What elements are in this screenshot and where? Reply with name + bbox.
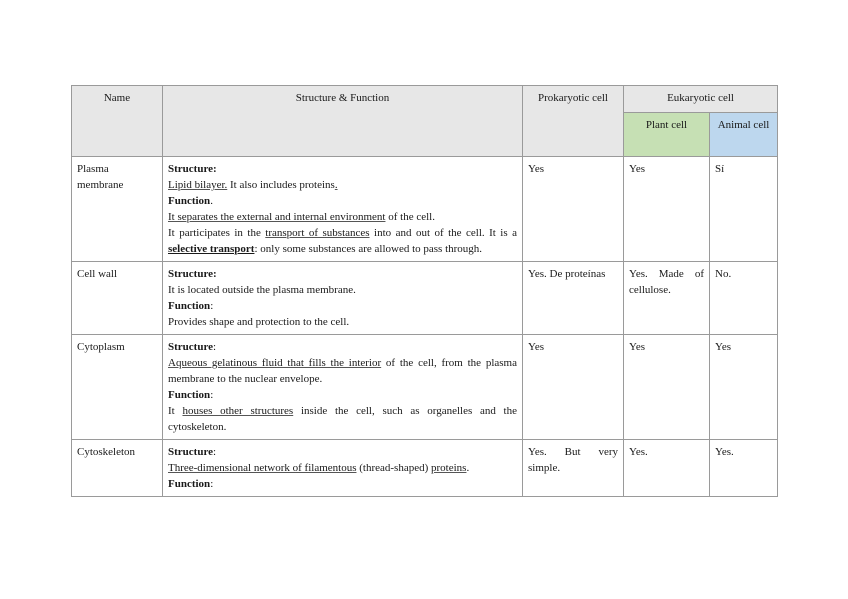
header-structure-function: Structure & Function [163, 86, 523, 157]
structure-heading [168, 444, 517, 460]
structure-term: Lipid bilayer. [168, 179, 228, 191]
structure-text-part: . [334, 179, 338, 191]
structure-function-cell [163, 440, 523, 497]
structure-function-cell [163, 335, 523, 440]
prokaryotic-value: Yes. But very simple. [523, 440, 624, 497]
header-row-1 [72, 86, 778, 113]
function-text [168, 403, 517, 435]
structure-term: Aqueous gelatinous fluid that fills the interior [168, 357, 382, 369]
header-plant-cell: Plant cell [624, 113, 710, 157]
header-animal-cell: Animal cell [710, 113, 778, 157]
prokaryotic-value: Yes [523, 335, 624, 440]
structure-label: Structure [168, 446, 214, 458]
function-heading [168, 298, 517, 314]
function-heading [168, 387, 517, 403]
structure-label: Structure: [168, 268, 217, 280]
function-text-part: of the cell. [385, 211, 435, 223]
row-name: Cell wall [72, 262, 163, 335]
function-heading [168, 476, 517, 492]
animal-value: Yes [710, 335, 778, 440]
animal-value: Yes. [710, 440, 778, 497]
header-prokaryotic: Prokaryotic cell [523, 86, 624, 157]
structure-text-part: of the cell, from the plasma membrane to the nuclear envelope. [168, 357, 517, 385]
structure-text: It is located outside the plasma membrane. [168, 284, 356, 296]
function-text: Provides shape and protection to the cell. [168, 316, 350, 328]
function-text [168, 209, 517, 225]
function-label: Function [168, 478, 211, 490]
structure-term: Three-dimensional network of filamentous [168, 462, 357, 474]
function-label: Function [168, 300, 211, 312]
structure-text [168, 355, 517, 387]
function-label: Function [168, 195, 211, 207]
header-name: Name [72, 86, 163, 157]
function-heading [168, 193, 517, 209]
structure-text-part: (thread-shaped) [356, 462, 432, 474]
structure-term: proteins [431, 462, 467, 474]
table-row [72, 157, 778, 262]
structure-colon: : [213, 446, 217, 458]
function-text-part: It [168, 405, 183, 417]
function-text [168, 225, 517, 257]
prokaryotic-value: Yes [523, 157, 624, 262]
function-term-bold: selective transport [168, 243, 255, 255]
plant-value: Yes. [624, 440, 710, 497]
structure-text-part: . [466, 462, 470, 474]
animal-value: No. [710, 262, 778, 335]
structure-heading [168, 339, 517, 355]
header-eukaryotic: Eukaryotic cell [624, 86, 778, 113]
animal-value: Sí [710, 157, 778, 262]
function-colon: : [210, 300, 214, 312]
prokaryotic-value: Yes. De proteínas [523, 262, 624, 335]
structure-text [168, 177, 517, 193]
function-label: Function [168, 389, 211, 401]
function-colon: : [210, 478, 214, 490]
plant-value: Yes [624, 335, 710, 440]
function-text-part: into and out of the cell. It is a [369, 227, 517, 239]
function-text-part: inside the cell, such as organelles and the cytoskeleton. [168, 405, 517, 433]
table-row [72, 440, 778, 497]
function-term: transport of substances [265, 227, 370, 239]
function-colon: : [210, 389, 214, 401]
row-name: Cytoplasm [72, 335, 163, 440]
cell-comparison-table [71, 85, 778, 497]
structure-function-cell [163, 157, 523, 262]
table-row [72, 335, 778, 440]
structure-text [168, 460, 517, 476]
plant-value: Yes. Made of cellulose. [624, 262, 710, 335]
function-text-part: : only some substances are allowed to pass through. [254, 243, 483, 255]
function-text-part: It participates in the [168, 227, 266, 239]
plant-value: Yes [624, 157, 710, 262]
row-name: Cytoskeleton [72, 440, 163, 497]
row-name: Plasma membrane [72, 157, 163, 262]
function-term: It separates the external and internal environment [168, 211, 386, 223]
structure-function-cell [163, 262, 523, 335]
structure-label: Structure: [168, 163, 217, 175]
structure-text-part: It also includes proteins [227, 179, 335, 191]
function-term: houses other structures [182, 405, 294, 417]
function-colon: . [210, 195, 213, 207]
structure-label: Structure [168, 341, 214, 353]
structure-colon: : [213, 341, 217, 353]
table-row [72, 262, 778, 335]
